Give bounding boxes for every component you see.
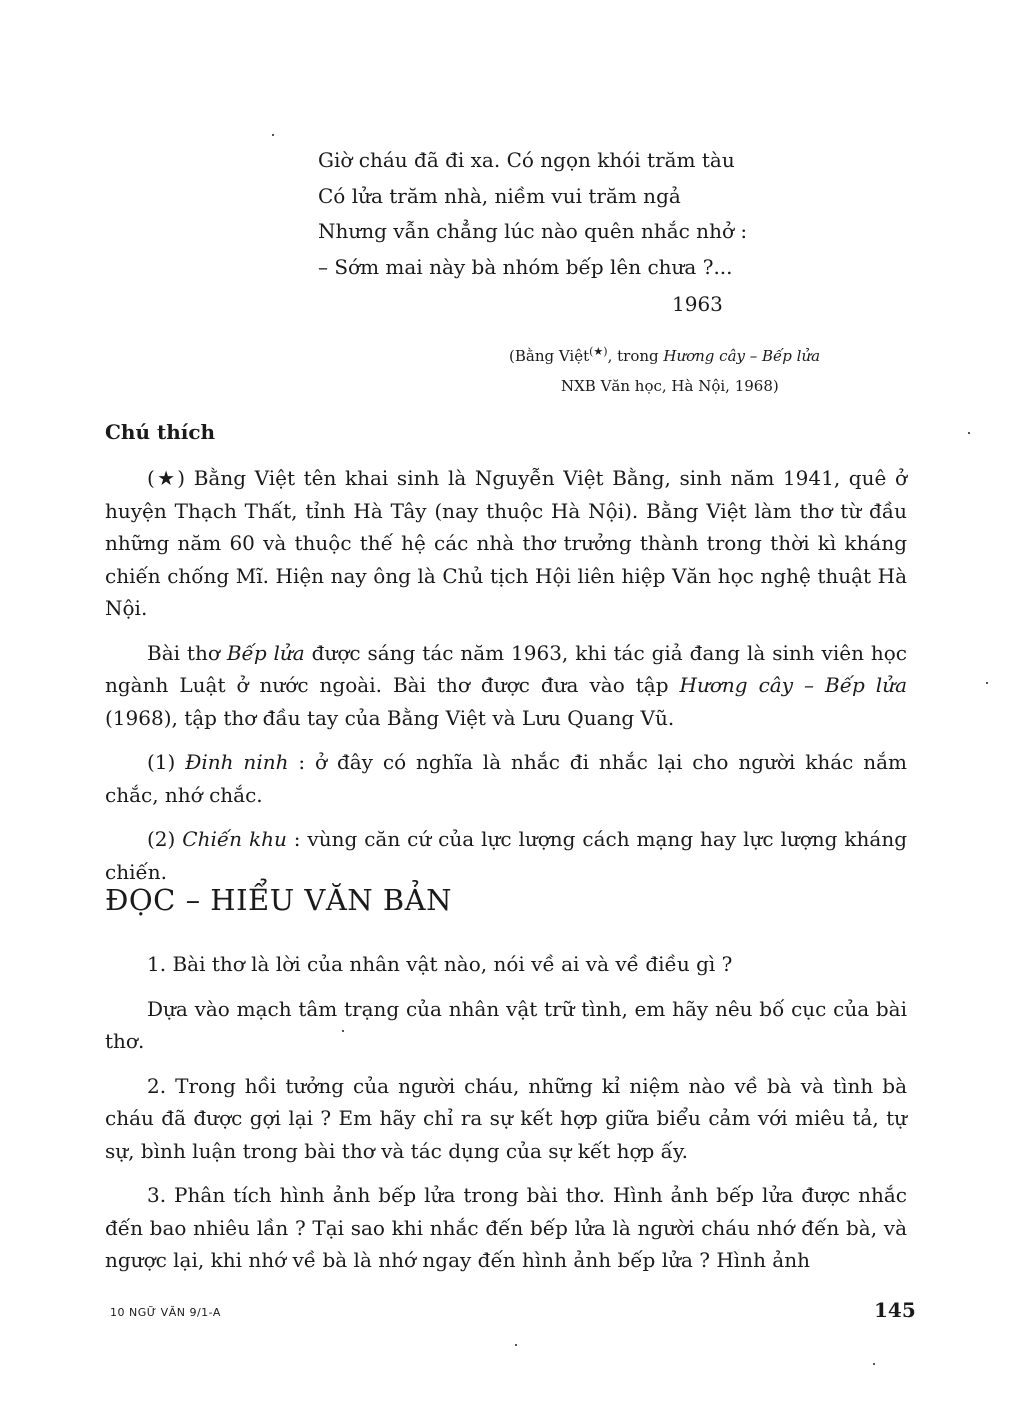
question-1-followup: Dựa vào mạch tâm trạng của nhân vật trữ tình, em hãy nêu bố cục của bài thơ. bbox=[105, 996, 907, 1053]
author-marker: (★) bbox=[589, 345, 608, 358]
poem-line: Có lửa trăm nhà, niềm vui trăm ngả bbox=[318, 183, 681, 208]
poem-source bbox=[509, 337, 820, 401]
scan-speck bbox=[986, 682, 988, 684]
notes-section bbox=[105, 462, 907, 900]
source-book-title: Hương cây – Bếp lửa bbox=[663, 347, 821, 365]
poem-line: Nhưng vẫn chẳng lúc nào quên nhắc nhở : bbox=[318, 219, 748, 243]
poem-note-text: Bài thơ bbox=[147, 640, 227, 665]
gloss-term: Đinh ninh bbox=[185, 750, 289, 774]
scan-speck bbox=[342, 1030, 344, 1032]
question-number: 2. bbox=[147, 1073, 167, 1098]
scan-speck bbox=[873, 1363, 875, 1365]
poem-line: Giờ cháu đã đi xa. Có ngọn khói trăm tàu bbox=[318, 148, 735, 172]
question-1 bbox=[105, 948, 907, 981]
question-3 bbox=[105, 1179, 907, 1277]
poem-note-text: (1968), tập thơ đầu tay của Bằng Việt và Lưu Quang Vũ. bbox=[105, 705, 675, 730]
gloss-dinh-ninh bbox=[105, 746, 907, 811]
question-number: 3. bbox=[147, 1183, 167, 1207]
question-text: Phân tích hình ảnh bếp lửa trong bài thơ. Hình ảnh bếp lửa được nhắc đến bao nhiêu lần ? Tại sao khi nhắc đến bếp lửa là người cháu nhớ đến bà, và ngược lại, khi nhớ về bà là nhớ ngay đến hình ảnh bếp lửa ? Hình ảnh bbox=[105, 1183, 907, 1272]
questions-section bbox=[105, 948, 907, 1289]
question-number: 1. bbox=[147, 952, 167, 976]
question-text: Trong hồi tưởng của người cháu, những kỉ niệm nào về bà và tình bà cháu đã được gợi lại ? Em hãy chỉ ra sự kết hợp giữa biểu cảm với miêu tả, tự sự, bình luận trong bài thơ và tác dụng của sự kết hợp ấy. bbox=[105, 1073, 907, 1163]
poem-note bbox=[105, 637, 907, 735]
poem-title: Bếp lửa bbox=[226, 640, 305, 665]
gloss-definition: : ở đây có nghĩa là nhắc đi nhắc lại cho người khác nắm chắc, nhớ chắc. bbox=[105, 750, 908, 807]
scan-speck bbox=[272, 134, 274, 136]
gloss-number: (2) bbox=[147, 827, 183, 851]
author-note: (★) Bằng Việt tên khai sinh là Nguyễn Việt Bằng, sinh năm 1941, quê ở huyện Thạch Thất, tỉnh Hà Tây (nay thuộc Hà Nội). Bằng Việt làm thơ từ đầu những năm 60 và thuộc thế hệ các nhà thơ trưởng thành trong thời kì kháng chiến chống Mĩ. Hiện nay ông là Chủ tịch Hội liên hiệp Văn học nghệ thuật Hà Nội. bbox=[105, 466, 907, 620]
source-publisher: NXB Văn học, Hà Nội, 1968) bbox=[561, 377, 779, 395]
gloss-definition: : vùng căn cứ của lực lượng cách mạng hay lực lượng kháng chiến. bbox=[105, 827, 908, 884]
question-text: Bài thơ là lời của nhân vật nào, nói về ai và về điều gì ? bbox=[166, 952, 733, 976]
book-code: 10 NGỮ VĂN 9/1-A bbox=[110, 1306, 221, 1319]
gloss-term: Chiến khu bbox=[182, 827, 287, 851]
notes-heading: Chú thích bbox=[105, 420, 216, 444]
gloss-number: (1) bbox=[147, 750, 186, 774]
poem-note-text: được sáng tác năm 1963, khi tác giả đang là sinh viên học ngành Luật ở nước ngoài. Bài thơ được đưa vào tập bbox=[105, 640, 907, 697]
question-2 bbox=[105, 1070, 907, 1168]
gloss-chien-khu bbox=[105, 823, 907, 888]
page-number: 145 bbox=[874, 1298, 916, 1322]
source-connector: , trong bbox=[607, 347, 664, 365]
collection-title: Hương cây – Bếp lửa bbox=[679, 673, 908, 697]
source-author: (Bằng Việt bbox=[509, 347, 590, 365]
scan-speck bbox=[515, 1344, 517, 1346]
poem-year: 1963 bbox=[672, 292, 723, 316]
scan-speck bbox=[968, 432, 970, 434]
poem-excerpt bbox=[318, 143, 747, 285]
poem-line: – Sớm mai này bà nhóm bếp lên chưa ?... bbox=[318, 254, 733, 279]
section-title: ĐỌC – HIỂU VĂN BẢN bbox=[105, 883, 452, 917]
